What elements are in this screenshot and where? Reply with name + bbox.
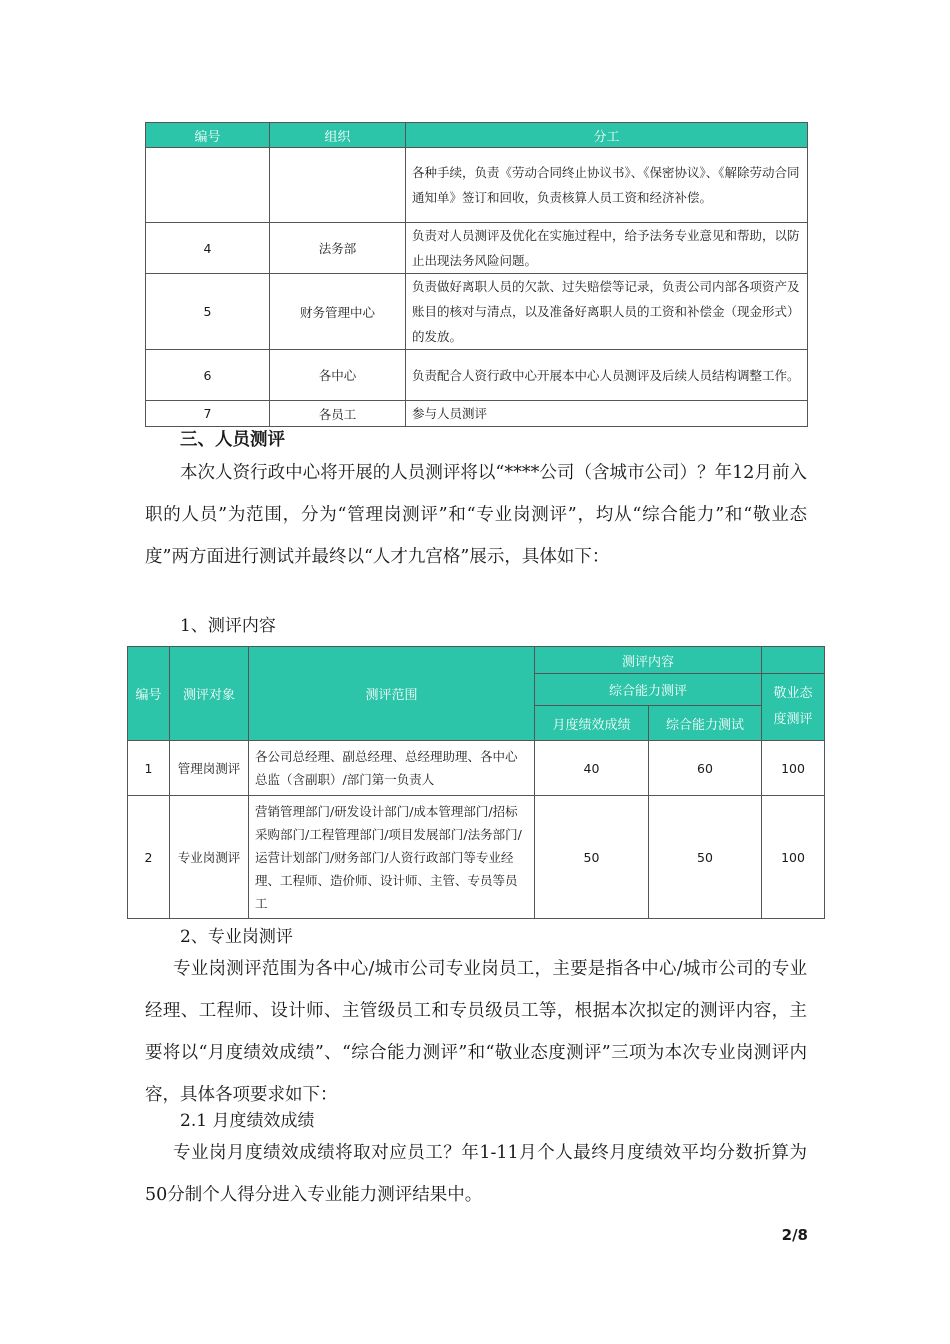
intro-paragraph: 本次人资行政中心将开展的人员测评将以“****公司（含城市公司）？年12月前入职的人员”为范围，分为“管理岗测评”和“专业岗测评”，均从“综合能力”和“敬业态度”两方面进行测试并最终以“人才九宫格”展示，具体如下： <box>145 463 807 567</box>
row-target: 管理岗测评 <box>170 741 249 796</box>
row-org <box>270 148 406 223</box>
division-of-labor-table <box>145 122 808 427</box>
row-monthly: 50 <box>535 796 649 919</box>
row-duty: 参与人员测评 <box>406 401 808 427</box>
table-row <box>146 274 808 350</box>
row-duty: 负责对人员测评及优化在实施过程中，给予法务专业意见和帮助，以防止出现法务风险问题。 <box>406 223 808 274</box>
row-test: 60 <box>649 741 762 796</box>
row-attitude: 100 <box>762 741 825 796</box>
section-heading: 三、人员测评 <box>180 430 285 450</box>
header-content: 测评内容 <box>535 647 762 674</box>
header-empty <box>762 647 825 674</box>
header-no: 编号 <box>146 123 270 148</box>
header-duty: 分工 <box>406 123 808 148</box>
row-no: 4 <box>146 223 270 274</box>
subheading-professional: 2、专业岗测评 <box>180 927 293 947</box>
row-no: 5 <box>146 274 270 350</box>
table-row <box>128 741 825 796</box>
subheading-monthly: 2.1 月度绩效成绩 <box>180 1111 315 1131</box>
row-org: 法务部 <box>270 223 406 274</box>
row-duty: 负责做好离职人员的欠款、过失赔偿等记录，负责公司内部各项资产及账目的核对与清点，以及准备好离职人员的工资和补偿金（现金形式）的发放。 <box>406 274 808 350</box>
row-no <box>146 148 270 223</box>
header-attitude: 敬业态度测评 <box>762 674 825 741</box>
table-row <box>146 350 808 401</box>
row-no: 2 <box>128 796 170 919</box>
row-no: 7 <box>146 401 270 427</box>
row-no: 6 <box>146 350 270 401</box>
header-ability: 综合能力测评 <box>535 674 762 706</box>
header-scope: 测评范围 <box>249 647 535 741</box>
row-attitude: 100 <box>762 796 825 919</box>
row-org: 各员工 <box>270 401 406 427</box>
table-row <box>128 796 825 919</box>
page-number: 2/8 <box>781 1226 808 1244</box>
table-row <box>146 148 808 223</box>
header-test: 综合能力测试 <box>649 706 762 741</box>
row-org: 各中心 <box>270 350 406 401</box>
header-org: 组织 <box>270 123 406 148</box>
row-org: 财务管理中心 <box>270 274 406 350</box>
table-row <box>146 223 808 274</box>
header-no: 编号 <box>128 647 170 741</box>
evaluation-content-table <box>127 646 825 919</box>
row-target: 专业岗测评 <box>170 796 249 919</box>
row-scope: 各公司总经理、副总经理、总经理助理、各中心总监（含副职）/部门第一负责人 <box>249 741 535 796</box>
row-no: 1 <box>128 741 170 796</box>
table-row <box>146 401 808 427</box>
header-target: 测评对象 <box>170 647 249 741</box>
subheading-content: 1、测评内容 <box>180 616 276 636</box>
row-duty: 负责配合人资行政中心开展本中心人员测评及后续人员结构调整工作。 <box>406 350 808 401</box>
row-monthly: 40 <box>535 741 649 796</box>
header-monthly: 月度绩效成绩 <box>535 706 649 741</box>
monthly-paragraph: 专业岗月度绩效成绩将取对应员工？年1-11月个人最终月度绩效平均分数折算为50分制个人得分进入专业能力测评结果中。 <box>145 1143 807 1205</box>
row-duty: 各种手续，负责《劳动合同终止协议书》、《保密协议》、《解除劳动合同通知单》签订和回收，负责核算人员工资和经济补偿。 <box>406 148 808 223</box>
row-test: 50 <box>649 796 762 919</box>
row-scope: 营销管理部门/研发设计部门/成本管理部门/招标采购部门/工程管理部门/项目发展部门/法务部门/运营计划部门/财务部门/人资行政部门等专业经理、工程师、造价师、设计师、主管、专员等员工 <box>249 796 535 919</box>
professional-paragraph: 专业岗测评范围为各中心/城市公司专业岗员工，主要是指各中心/城市公司的专业经理、工程师、设计师、主管级员工和专员级员工等，根据本次拟定的测评内容，主要将以“月度绩效成绩”、“综合能力测评”和“敬业态度测评”三项为本次专业岗测评内容，具体各项要求如下： <box>145 959 807 1105</box>
